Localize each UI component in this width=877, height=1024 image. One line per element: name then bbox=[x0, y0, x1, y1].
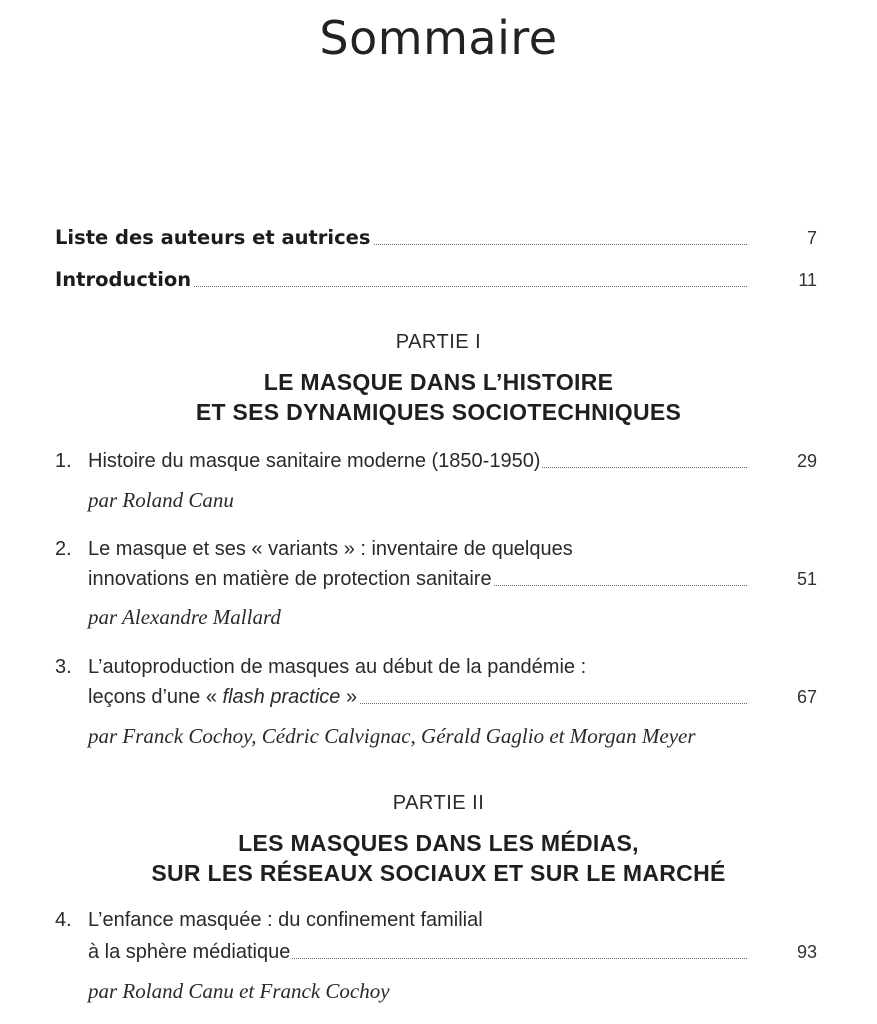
chapter-title-prefix: leçons d’une « bbox=[88, 686, 223, 708]
chapter-author: par Roland Canu bbox=[88, 488, 234, 512]
toc-entry-introduction[interactable] bbox=[55, 266, 817, 294]
toc-page-number: 29 bbox=[796, 451, 817, 471]
part-title-line: LE MASQUE DANS L’HISTOIRE bbox=[263, 369, 614, 395]
toc-page-number: 7 bbox=[806, 228, 817, 248]
chapter-title: L’enfance masquée : du confinement familial bbox=[88, 906, 485, 934]
chapter-number: 3. bbox=[55, 656, 72, 678]
chapter-number: 4. bbox=[55, 909, 72, 931]
toc-page-number: 51 bbox=[796, 569, 817, 589]
toc-entry-chapter-3[interactable] bbox=[55, 683, 817, 711]
toc-entry-chapter-2[interactable] bbox=[55, 565, 817, 593]
chapter-title: Histoire du masque sanitaire moderne (1850-1950) bbox=[88, 447, 542, 475]
part-label: PARTIE I bbox=[395, 331, 482, 353]
toc-entry-chapter-4[interactable] bbox=[55, 938, 817, 966]
toc-page-number: 93 bbox=[796, 942, 817, 962]
chapter-author: par Franck Cochoy, Cédric Calvignac, Gérald Gaglio et Morgan Meyer bbox=[88, 724, 696, 748]
page-title: Sommaire bbox=[319, 11, 558, 65]
part-title-line: SUR LES RÉSEAUX SOCIAUX ET SUR LE MARCHÉ bbox=[151, 860, 726, 886]
chapter-title: L’autoproduction de masques au début de la pandémie : bbox=[88, 653, 588, 681]
part-title-line: LES MASQUES DANS LES MÉDIAS, bbox=[238, 830, 639, 856]
part-label: PARTIE II bbox=[392, 792, 485, 814]
toc-entry-chapter-4-line1[interactable] bbox=[55, 906, 817, 934]
chapter-number: 1. bbox=[55, 450, 72, 472]
toc-entry-chapter-1[interactable] bbox=[55, 447, 817, 475]
chapter-number: 2. bbox=[55, 538, 72, 560]
toc-entry-label: Liste des auteurs et autrices bbox=[55, 224, 373, 252]
toc-page-number: 67 bbox=[796, 687, 817, 707]
chapter-title-continued: à la sphère médiatique bbox=[88, 938, 292, 966]
chapter-author: par Roland Canu et Franck Cochoy bbox=[88, 979, 390, 1003]
chapter-title-continued bbox=[88, 683, 359, 711]
toc-entry-authors-list[interactable] bbox=[55, 224, 817, 252]
chapter-title-suffix: » bbox=[340, 686, 358, 708]
chapter-title-continued: innovations en matière de protection sanitaire bbox=[88, 565, 494, 593]
toc-entry-chapter-3-line1[interactable] bbox=[55, 653, 817, 681]
part-title-line: ET SES DYNAMIQUES SOCIOTECHNIQUES bbox=[195, 399, 682, 425]
chapter-author: par Alexandre Mallard bbox=[88, 605, 281, 629]
toc-entry-chapter-2-line1[interactable] bbox=[55, 535, 817, 563]
chapter-title-italic: flash practice bbox=[222, 686, 341, 708]
toc-page-number: 11 bbox=[798, 270, 817, 290]
toc-entry-label: Introduction bbox=[55, 266, 193, 294]
chapter-title: Le masque et ses « variants » : inventaire de quelques bbox=[88, 535, 575, 563]
